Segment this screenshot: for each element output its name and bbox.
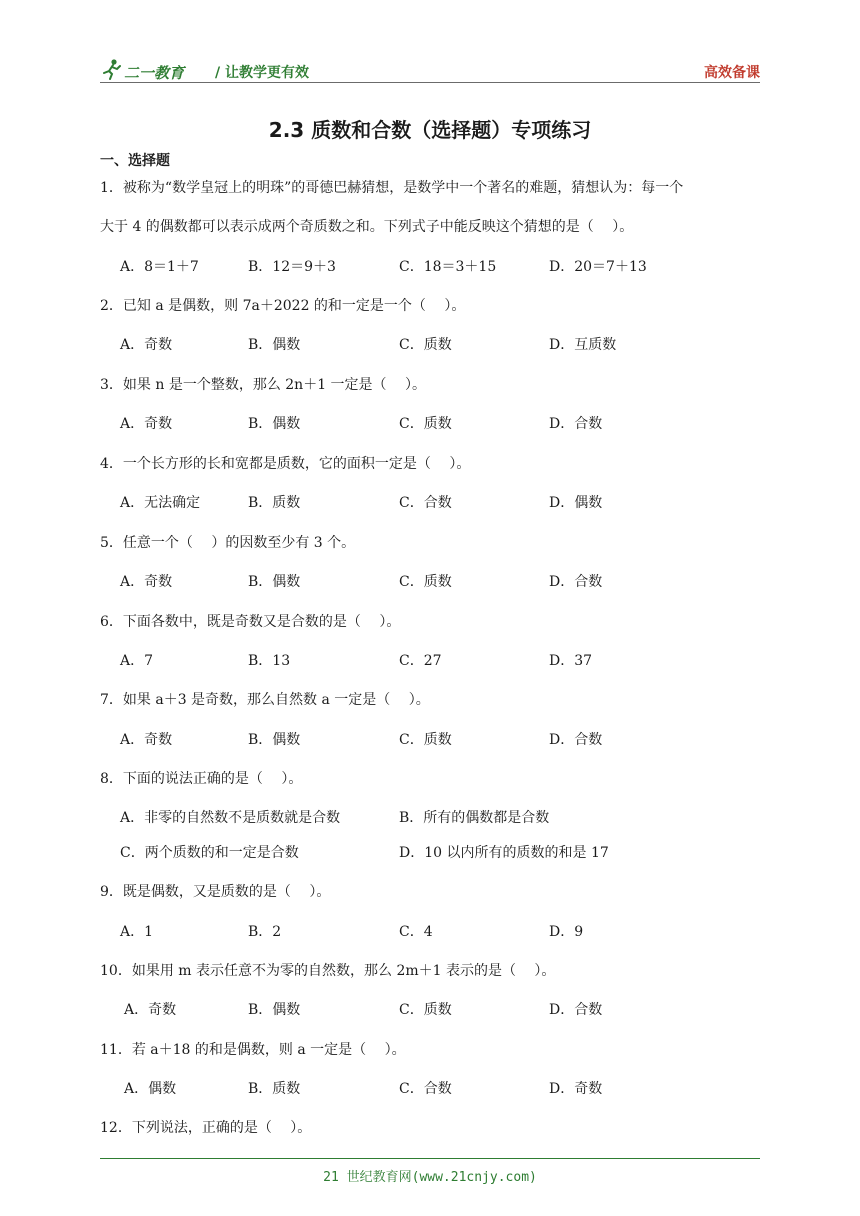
- q1-option-d: D．20＝7＋13: [549, 259, 647, 275]
- page-header: [100, 54, 760, 84]
- q2-option-a: A．奇数: [120, 337, 173, 353]
- q11-option-a: A．偶数: [124, 1081, 177, 1097]
- q11-option-b: B．质数: [248, 1081, 301, 1097]
- q5-option-c: C．质数: [399, 574, 452, 590]
- runner-logo-icon: [100, 58, 122, 80]
- question-4: 4．一个长方形的长和宽都是质数，它的面积一定是（ ）。: [100, 456, 471, 472]
- question-6: 6．下面各数中，既是奇数又是合数的是（ ）。: [100, 614, 401, 630]
- q10-option-a: A．奇数: [124, 1002, 177, 1018]
- q2-option-d: D．互质数: [549, 337, 617, 353]
- q3-option-b: B．偶数: [248, 416, 301, 432]
- q3-option-c: C．质数: [399, 416, 452, 432]
- question-7: 7．如果 a＋3 是奇数，那么自然数 a 一定是（ ）。: [100, 692, 430, 708]
- q2-option-c: C．质数: [399, 337, 452, 353]
- q6-option-b: B．13: [248, 653, 291, 669]
- q6-option-a: A．7: [120, 653, 154, 669]
- q4-option-d: D．偶数: [549, 495, 603, 511]
- q7-option-d: D．合数: [549, 732, 603, 748]
- q5-option-d: D．合数: [549, 574, 603, 590]
- q1-option-b: B．12＝9＋3: [248, 259, 336, 275]
- q5-option-a: A．奇数: [120, 574, 173, 590]
- q8-option-c: C．两个质数的和一定是合数: [120, 845, 299, 861]
- header-tag: 高效备课: [704, 65, 760, 81]
- q3-option-d: D．合数: [549, 416, 603, 432]
- q11-option-d: D．奇数: [549, 1081, 603, 1097]
- q4-option-a: A．无法确定: [120, 495, 201, 511]
- q9-option-a: A．1: [120, 924, 154, 940]
- brand-name: 二一教育: [124, 64, 185, 82]
- q5-option-b: B．偶数: [248, 574, 301, 590]
- question-12: 12．下列说法，正确的是（ ）。: [100, 1120, 312, 1136]
- q3-option-a: A．奇数: [120, 416, 173, 432]
- question-1-line-1: 1．被称为“数学皇冠上的明珠”的哥德巴赫猜想，是数学中一个著名的难题，猜想认为：每一个: [100, 180, 684, 196]
- question-3: 3．如果 n 是一个整数，那么 2n＋1 一定是（ ）。: [100, 377, 427, 393]
- q11-option-c: C．合数: [399, 1081, 452, 1097]
- q8-option-d: D．10 以内所有的质数的和是 17: [399, 845, 609, 861]
- q7-option-c: C．质数: [399, 732, 452, 748]
- question-1-line-2: 大于 4 的偶数都可以表示成两个奇质数之和。下列式子中能反映这个猜想的是（ ）。: [100, 219, 634, 235]
- question-9: 9．既是偶数，又是质数的是（ ）。: [100, 884, 331, 900]
- q10-option-d: D．合数: [549, 1002, 603, 1018]
- q8-option-b: B．所有的偶数都是合数: [399, 810, 550, 826]
- q6-option-c: C．27: [399, 653, 442, 669]
- q4-option-c: C．合数: [399, 495, 452, 511]
- q9-option-b: B．2: [248, 924, 282, 940]
- question-2: 2．已知 a 是偶数，则 7a＋2022 的和一定是一个（ ）。: [100, 298, 466, 314]
- question-8: 8．下面的说法正确的是（ ）。: [100, 771, 303, 787]
- q10-option-c: C．质数: [399, 1002, 452, 1018]
- q9-option-d: D．9: [549, 924, 584, 940]
- brand-slogan: / 让教学更有效: [215, 65, 309, 81]
- question-11: 11．若 a＋18 的和是偶数，则 a 一定是（ ）。: [100, 1042, 406, 1058]
- q8-option-a: A．非零的自然数不是质数就是合数: [120, 810, 341, 826]
- q9-option-c: C．4: [399, 924, 433, 940]
- q1-option-a: A．8＝1＋7: [120, 259, 199, 275]
- q4-option-b: B．质数: [248, 495, 301, 511]
- section-heading: 一、选择题: [100, 153, 170, 169]
- q7-option-b: B．偶数: [248, 732, 301, 748]
- q2-option-b: B．偶数: [248, 337, 301, 353]
- q10-option-b: B．偶数: [248, 1002, 301, 1018]
- footer-divider: [100, 1158, 760, 1159]
- question-10: 10．如果用 m 表示任意不为零的自然数，那么 2m＋1 表示的是（ ）。: [100, 963, 556, 979]
- q1-option-c: C．18＝3＋15: [399, 259, 497, 275]
- page-title: 2.3 质数和合数（选择题）专项练习: [268, 118, 592, 142]
- question-5: 5．任意一个（ ）的因数至少有 3 个。: [100, 535, 356, 551]
- footer-text: 21 世纪教育网(www.21cnjy.com): [323, 1170, 537, 1185]
- q7-option-a: A．奇数: [120, 732, 173, 748]
- header-divider: [100, 82, 760, 83]
- q6-option-d: D．37: [549, 653, 593, 669]
